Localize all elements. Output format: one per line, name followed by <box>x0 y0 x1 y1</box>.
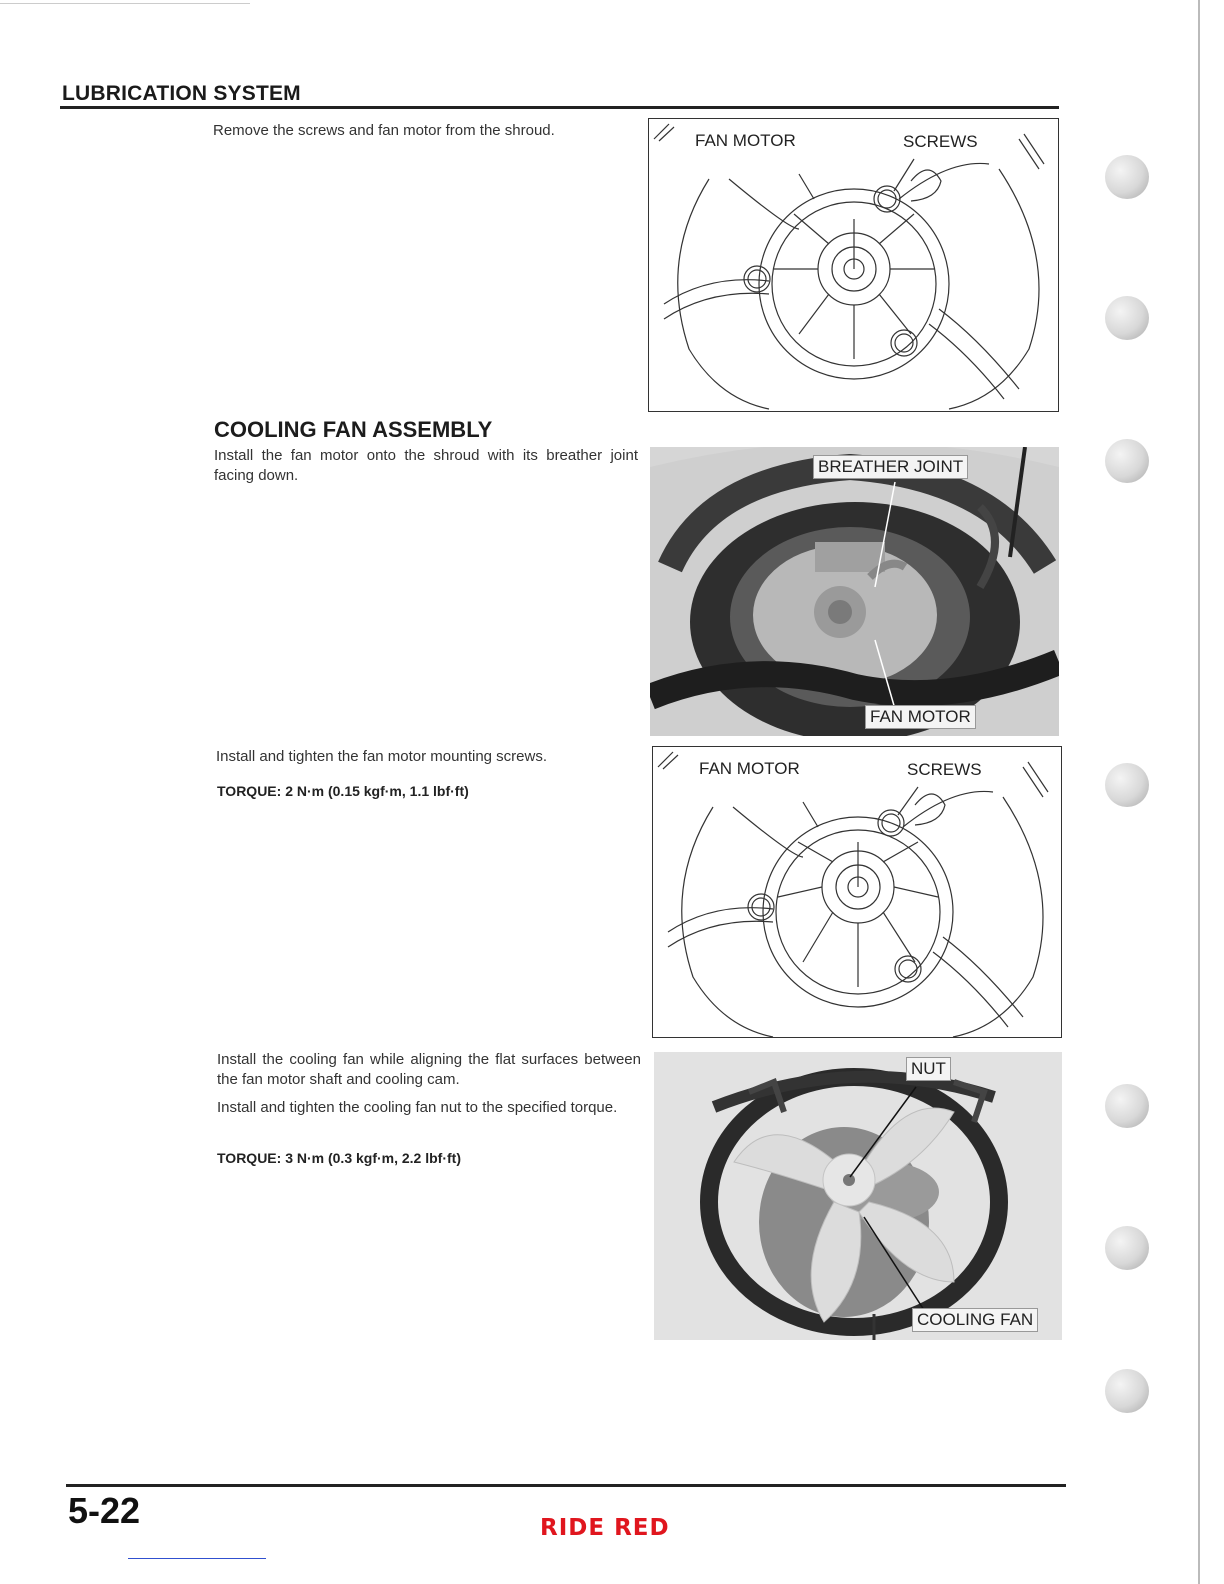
label-cooling-fan: COOLING FAN <box>912 1308 1038 1332</box>
fan-motor-drawing <box>653 747 1062 1038</box>
breather-joint-photo <box>650 447 1059 736</box>
punch-hole <box>1105 1084 1149 1128</box>
torque-screws: TORQUE: 2 N·m (0.15 kgf·m, 1.1 lbf·ft) <box>217 783 469 799</box>
cooling-fan-photo <box>654 1052 1062 1340</box>
step-remove-motor: Remove the screws and fan motor from the shroud. <box>213 122 555 139</box>
step-install-motor: Install the fan motor onto the shroud with its breather joint facing down. <box>214 447 638 484</box>
step-install-fan: Install the cooling fan while aligning the flat surfaces between the fan motor shaft and cooling cam. <box>217 1051 641 1088</box>
figure-fan-motor-removal <box>648 118 1059 412</box>
brand-logo: RIDE RED <box>540 1515 670 1541</box>
punch-hole <box>1105 763 1149 807</box>
label-screws: SCREWS <box>899 131 982 153</box>
header-rule <box>60 106 1059 109</box>
figure-cooling-fan-photo <box>654 1052 1062 1340</box>
label-nut: NUT <box>906 1057 951 1081</box>
assembly-heading: COOLING FAN ASSEMBLY <box>214 417 493 442</box>
figure-breather-joint-photo <box>650 447 1059 736</box>
punch-hole <box>1105 439 1149 483</box>
label-fan-motor: FAN MOTOR <box>691 130 800 152</box>
section-title: LUBRICATION SYSTEM <box>62 82 301 105</box>
bottom-link-underline <box>128 1558 266 1559</box>
step-tighten-screws: Install and tighten the fan motor mounting screws. <box>216 748 548 765</box>
label-fan-motor: FAN MOTOR <box>865 705 976 729</box>
punch-hole <box>1105 1226 1149 1270</box>
punch-hole <box>1105 155 1149 199</box>
step-tighten-nut: Install and tighten the cooling fan nut to the specified torque. <box>217 1099 618 1116</box>
punch-hole <box>1105 296 1149 340</box>
page-number: 5-22 <box>68 1490 141 1531</box>
figure-fan-motor-install <box>652 746 1062 1038</box>
torque-nut: TORQUE: 3 N·m (0.3 kgf·m, 2.2 lbf·ft) <box>217 1150 461 1166</box>
punch-hole <box>1105 1369 1149 1413</box>
label-fan-motor: FAN MOTOR <box>695 758 804 780</box>
scan-edge-top <box>0 3 250 4</box>
fan-motor-drawing <box>649 119 1059 412</box>
label-screws: SCREWS <box>903 759 986 781</box>
footer-rule <box>66 1484 1066 1487</box>
label-breather-joint: BREATHER JOINT <box>813 455 968 479</box>
scan-edge-right <box>1198 0 1200 1584</box>
